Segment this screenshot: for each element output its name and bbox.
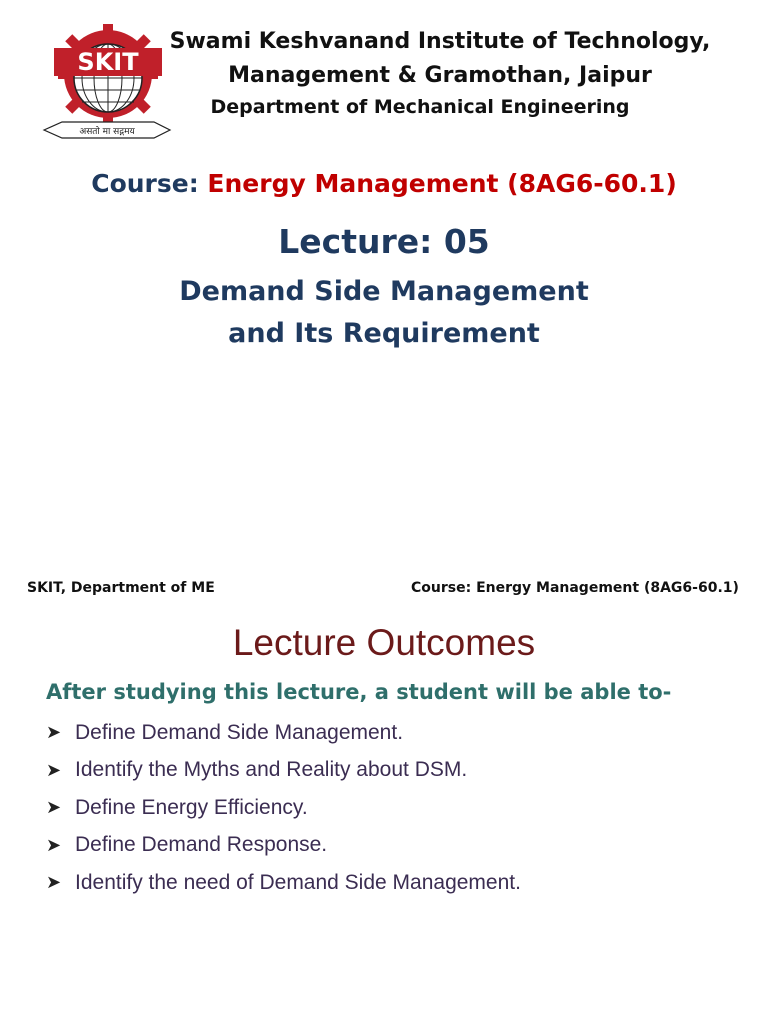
- skit-logo: [40, 22, 174, 144]
- arrow-bullet-icon: ➤: [46, 797, 62, 818]
- course-name: Energy Management (8AG6-60.1): [207, 169, 677, 198]
- outcomes-list: [46, 714, 521, 902]
- arrow-bullet-icon: ➤: [46, 759, 62, 780]
- arrow-bullet-icon: ➤: [46, 872, 62, 893]
- footer-institute: SKIT, Department of ME: [27, 580, 215, 596]
- logo-text: SKIT: [77, 48, 139, 76]
- arrow-bullet-icon: ➤: [46, 834, 62, 855]
- logo-motto: असतो मा सद्गमय: [79, 127, 135, 137]
- department-name: Department of Mechanical Engineering: [210, 96, 630, 118]
- course-heading: [0, 166, 768, 202]
- outcome-text: Identify the Myths and Reality about DSM.: [75, 758, 468, 782]
- lecture-topic-line1: Demand Side Management: [179, 276, 589, 307]
- list-item: [46, 827, 521, 865]
- outcome-text: Define Energy Efficiency.: [75, 795, 308, 819]
- outcome-text: Identify the need of Demand Side Management.: [75, 870, 521, 894]
- list-item: [46, 714, 521, 752]
- lecture-number: Lecture: 05: [278, 222, 490, 261]
- list-item: [46, 752, 521, 790]
- course-label: Course:: [91, 169, 208, 198]
- outcomes-intro: After studying this lecture, a student will be able to-: [46, 680, 672, 704]
- list-item: [46, 789, 521, 827]
- institute-name-line2: Management & Gramothan, Jaipur: [228, 63, 652, 88]
- institute-name-line1: Swami Keshvanand Institute of Technology,: [169, 29, 711, 54]
- outcomes-title: Lecture Outcomes: [232, 622, 536, 663]
- list-item: [46, 864, 521, 902]
- arrow-bullet-icon: ➤: [46, 722, 62, 743]
- outcome-text: Define Demand Side Management.: [75, 720, 404, 744]
- lecture-topic-line2: and Its Requirement: [228, 318, 540, 349]
- footer-course: Course: Energy Management (8AG6-60.1): [411, 580, 739, 596]
- outcome-text: Define Demand Response.: [75, 833, 328, 857]
